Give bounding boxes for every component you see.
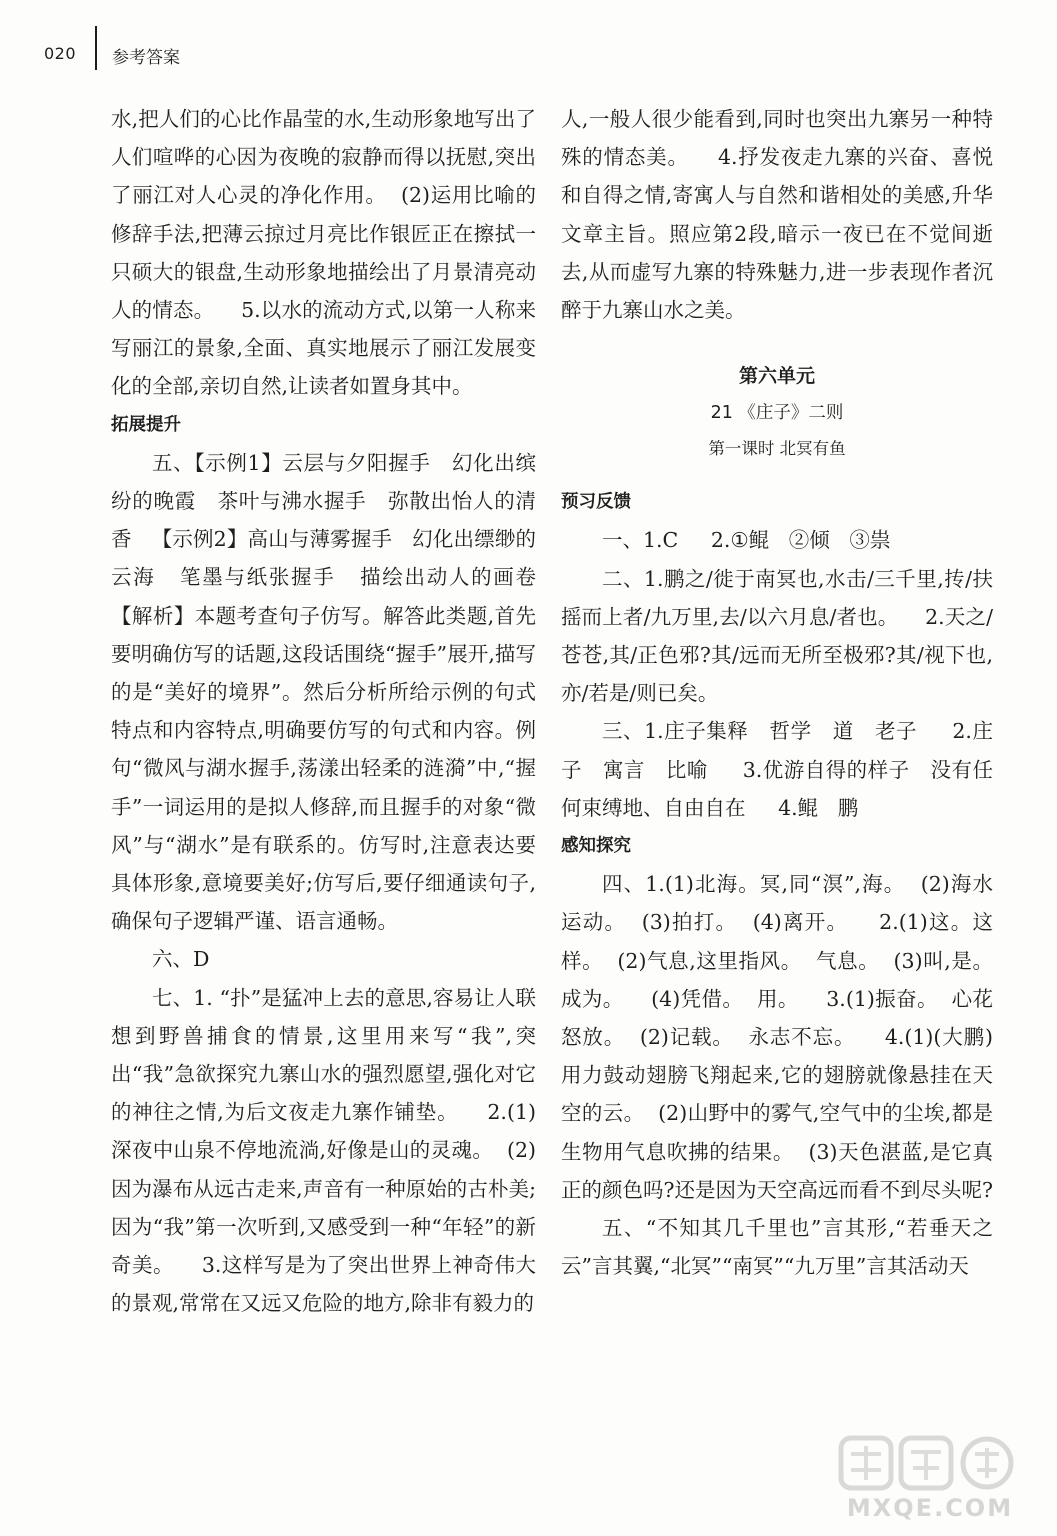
right-paragraph-3: 二、1.鹏之/徙于南冥也,水击/三千里,抟/扶摇而上者/九万里,去/以六月息/者也。 2.天之/苍苍,其/正色邪?其/远而无所至极邪?其/视下也,亦/若是/则已矣。 <box>561 566 993 706</box>
section-heading-yuxi: 预习反馈 <box>561 492 631 513</box>
unit-title: 第六单元 <box>738 365 815 388</box>
left-paragraph-3: 六、D <box>152 947 210 972</box>
left-column <box>111 100 550 1323</box>
page-number: 020 <box>44 44 77 63</box>
right-column <box>561 100 1007 1285</box>
watermark <box>837 1430 1017 1522</box>
watermark-logo-icon <box>837 1430 1017 1494</box>
spacer <box>561 467 993 483</box>
section-heading-tuozhan: 拓展提升 <box>111 414 181 435</box>
left-paragraph-1: 水,把人们的心比作晶莹的水,生动形象地写出了人们喧哗的心因为夜晚的寂静而得以抚慰,突出了丽江对人心灵的净化作用。 (2)运用比喻的修辞手法,把薄云掠过月亮比作银匠正在擦拭一只硕大的银盘,生动形象地描绘出了月景清亮动人的情态。 5.以水的流动方式,以第一人称来写丽江的景象,全面、真实地展示了丽江发展变化的全部,亲切自然,让读者如置身其中。 <box>111 107 536 399</box>
lesson-title: 21 《庄子》二则 <box>710 403 844 424</box>
left-paragraph-2: 五、【示例1】云层与夕阳握手 幻化出缤纷的晚霞 茶叶与沸水握手 弥散出怡人的清香 【示例2】高山与薄雾握手 幻化出缥缈的云海 笔墨与纸张握手 描绘出动人的画卷 【解析】本题考查句子仿写。解答此类题,首先要明确仿写的话题,这段话围绕“握手”展开,描写的是“美好的境界”。然后分析所给示例的句式特点和内容特点,明确要仿写的句式和内容。例句“微风与湖水握手,荡漾出轻柔的涟漪”中,“握手”一词运用的是拟人修辞,而且握手的对象“微风”与“湖水”是有联系的。仿写时,注意表达要具体形象,意境要美好;仿写后,要仔细通读句子,确保句子逻辑严谨、语言通畅。 <box>111 450 550 934</box>
right-paragraph-5: 四、1.(1)北海。冥,同“溟”,海。 (2)海水运动。 (3)拍打。 (4)离开。 2.(1)这。这样。 (2)气息,这里指风。 气息。 (3)叫,是。 成为。 (4)凭借。 用。 3.(1)振奋。 心花怒放。 (2)记载。 永志不忘。 4.(1)(大鹏)用力鼓动翅膀飞翔起来,它的翅膀就像悬挂在天空的云。 (2)山野中的雾气,空气中的尘埃,都是生物用气息吹拂的结果。 (3)天色湛蓝,是它真正的颜色吗?还是因为天空高远而看不到尽头呢? <box>561 872 1007 1202</box>
right-paragraph-2: 一、1.C 2.①鲲 ②倾 ③祟 <box>602 528 891 553</box>
spacer <box>561 329 993 357</box>
left-paragraph-4: 七、1. “扑”是猛冲上去的意思,容易让人联想到野兽捕食的情景,这里用来写“我”,突出“我”急欲探究九寨山水的强烈愿望,强化对它的神往之情,为后文夜走九寨作铺垫。 2.(1)深夜中山泉不停地流淌,好像是山的灵魂。 (2)因为瀑布从远古走来,声音有一种原始的古朴美;因为“我”第一次听到,又感受到一种“年轻”的新奇美。 3.这样写是为了突出世界上神奇伟大的景观,常常在又远又危险的地方,除非有毅力的 <box>111 985 536 1316</box>
lesson-subtitle: 第一课时 北冥有鱼 <box>708 439 846 459</box>
header-divider <box>95 26 97 70</box>
section-heading-ganzhi: 感知探究 <box>561 836 631 857</box>
right-paragraph-6: 五、“不知其几千里也”言其形,“若垂天之云”言其翼,“北冥”“南冥”“九万里”言其活动天 <box>561 1216 993 1279</box>
page-header <box>0 0 1057 90</box>
header-title: 参考答案 <box>112 48 180 68</box>
right-paragraph-1: 人,一般人很少能看到,同时也突出九寨另一种特殊的情态美。 4.抒发夜走九寨的兴奋、喜悦和自得之情,寄寓人与自然和谐相处的美感,升华文章主旨。照应第2段,暗示一夜已在不觉间逝去,从而虚写九寨的特殊魅力,进一步表现作者沉醉于九寨山水之美。 <box>561 107 993 323</box>
watermark-text: MXQE.COM <box>846 1494 1014 1522</box>
right-paragraph-4: 三、1.庄子集释 哲学 道 老子 2.庄子 寓言 比喻 3.优游自得的样子 没有任何束缚地、自由自在 4.鲲 鹏 <box>561 719 993 820</box>
